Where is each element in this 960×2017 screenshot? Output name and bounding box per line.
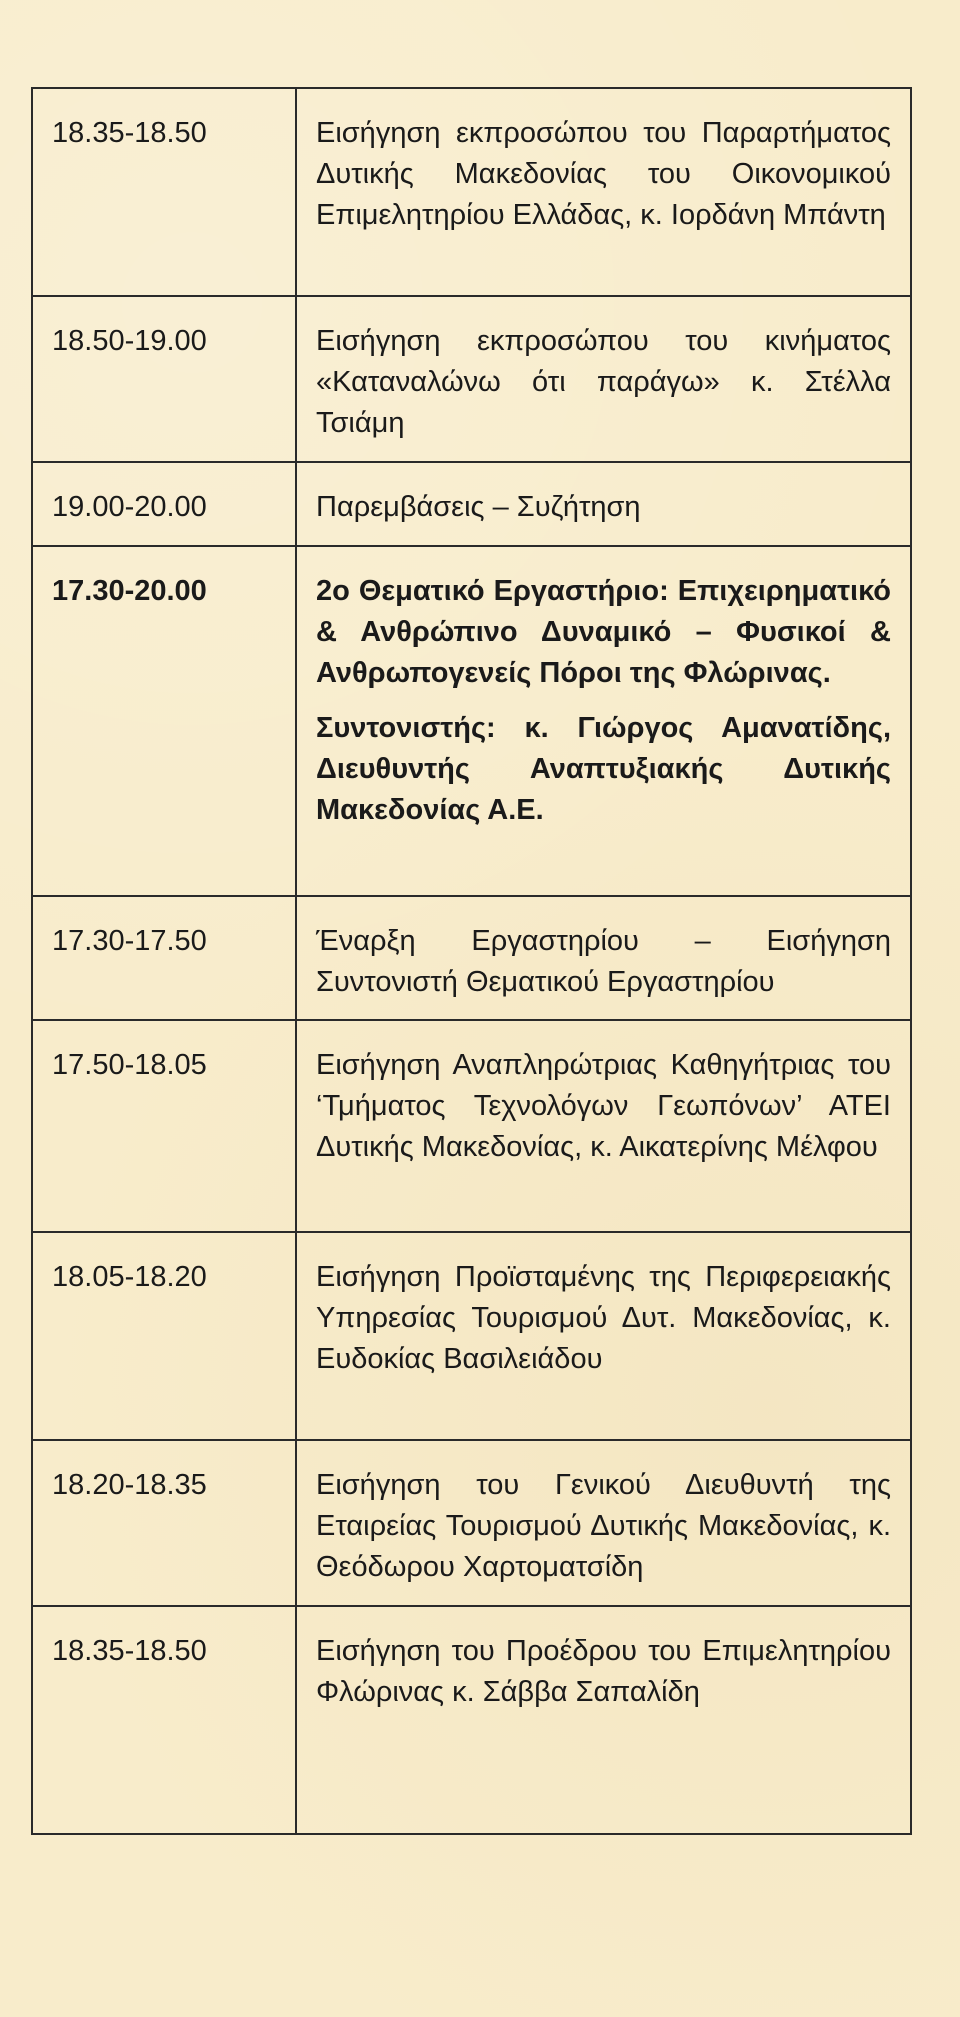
time-cell: 17.30-20.00 (32, 546, 296, 896)
time-cell: 18.50-19.00 (32, 296, 296, 462)
time-cell: 18.35-18.50 (32, 1606, 296, 1834)
description-cell (296, 1232, 911, 1440)
description-cell (296, 546, 911, 896)
description-cell (296, 88, 911, 296)
description-text: Παρεμβάσεις – Συζήτηση (316, 491, 641, 523)
description-text: Έναρξη Εργαστηρίου – Εισήγηση Συντονιστή Θεματικού Εργαστηρίου (316, 925, 891, 998)
table-row (32, 1020, 911, 1232)
description-text: Εισήγηση εκπροσώπου του Παραρτήματος Δυτικής Μακεδονίας του Οικονομικού Επιμελητηρίου Ελλάδας, κ. Ιορδάνη Μπάντη (316, 117, 891, 231)
time-cell: 17.30-17.50 (32, 896, 296, 1020)
description-cell (296, 1606, 911, 1834)
table-row (32, 1232, 911, 1440)
workshop-header-row (32, 546, 911, 896)
description-cell (296, 1440, 911, 1606)
table-row (32, 1440, 911, 1606)
description-text: Εισήγηση εκπροσώπου του κινήματος «Καταναλώνω ότι παράγω» κ. Στέλλα Τσιάμη (316, 325, 891, 439)
workshop-coordinator: Συντονιστής: κ. Γιώργος Αμανατίδης, Διευθυντής Αναπτυξιακής Δυτικής Μακεδονίας Α.Ε. (316, 712, 891, 826)
description-cell (296, 1020, 911, 1232)
description-text: Εισήγηση του Γενικού Διευθυντή της Εταιρείας Τουρισμού Δυτικής Μακεδονίας, κ. Θεόδωρου Χαρτοματσίδη (316, 1469, 891, 1583)
table-row (32, 88, 911, 296)
description-text: Εισήγηση του Προέδρου του Επιμελητηρίου Φλώρινας κ. Σάββα Σαπαλίδη (316, 1635, 891, 1708)
table-row (32, 462, 911, 546)
time-cell: 18.35-18.50 (32, 88, 296, 296)
time-cell: 18.20-18.35 (32, 1440, 296, 1606)
table-row (32, 296, 911, 462)
description-cell (296, 296, 911, 462)
time-cell: 17.50-18.05 (32, 1020, 296, 1232)
workshop-title: 2ο Θεματικό Εργαστήριο: Επιχειρηματικό & Ανθρώπινο Δυναμικό – Φυσικοί & Ανθρωπογενείς Πόροι της Φλώρινας. (316, 575, 891, 689)
time-cell: 18.05-18.20 (32, 1232, 296, 1440)
time-cell: 19.00-20.00 (32, 462, 296, 546)
table-row (32, 1606, 911, 1834)
description-cell (296, 896, 911, 1020)
description-text: Εισήγηση Αναπληρώτριας Καθηγήτριας του ‘Τμήματος Τεχνολόγων Γεωπόνων’ ΑΤΕΙ Δυτικής Μακεδονίας, κ. Αικατερίνης Μέλφου (316, 1049, 891, 1163)
table-row (32, 896, 911, 1020)
schedule-table (31, 87, 912, 1835)
description-text: Εισήγηση Προϊσταμένης της Περιφερειακής Υπηρεσίας Τουρισμού Δυτ. Μακεδονίας, κ. Ευδοκίας Βασιλειάδου (316, 1261, 891, 1375)
description-cell (296, 462, 911, 546)
